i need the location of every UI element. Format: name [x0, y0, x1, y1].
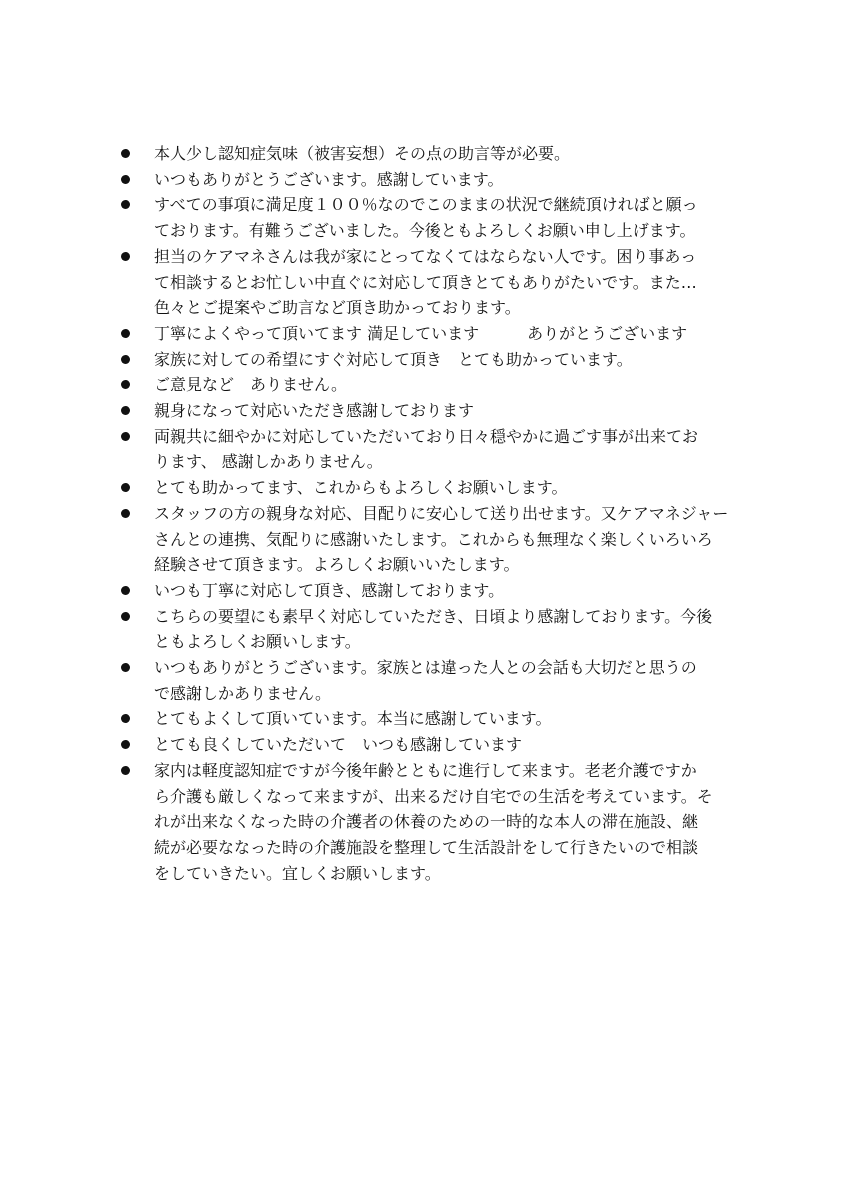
- bullet-icon: [121, 252, 130, 261]
- comment-line: をしていきたい。宜しくお願いします。: [154, 863, 441, 883]
- comment-item: [118, 475, 730, 501]
- comment-line: とてもよくして頂いています。本当に感謝しています。: [154, 709, 552, 729]
- bullet-icon: [121, 740, 130, 749]
- comment-item: [118, 655, 730, 706]
- bullet-icon: [121, 406, 130, 415]
- comment-line: ら介護も厳しくなって来ますが、出来るだけ自宅での生活を考えています。そ: [154, 786, 713, 806]
- comment-item: [118, 732, 730, 758]
- bullet-icon: [121, 329, 130, 338]
- comment-list: [118, 141, 730, 886]
- comment-item: [118, 706, 730, 732]
- bullet-icon: [121, 663, 130, 672]
- comment-line: 親身になって対応いただき感謝しております: [154, 401, 475, 421]
- comment-line: いつも丁寧に対応して頂き、感謝しております。: [154, 580, 505, 600]
- comment-line: 続が必要ななった時の介護施設を整理して生活設計をして行きたいので相談: [154, 837, 699, 857]
- comment-line: で感謝しかありません。: [154, 683, 331, 703]
- comment-line: 本人少し認知症気味（被害妄想）その点の助言等が必要。: [154, 144, 571, 163]
- comment-line: 両親共に細やかに対応していただいており日々穏やかに過ごす事が出来てお: [154, 426, 699, 446]
- bullet-icon: [121, 175, 130, 184]
- comment-line: 経験させて頂きます。よろしくお願いいたします。: [154, 555, 520, 575]
- comment-line: 家内は軽度認知症ですが今後年齢とともに進行して来ます。老老介護ですか: [154, 760, 697, 780]
- bullet-icon: [121, 509, 130, 518]
- comment-line: 家族に対しての希望にすぐ対応して頂き とても助かっています。: [154, 349, 633, 369]
- comment-item: [118, 244, 730, 321]
- comment-item: [118, 578, 730, 604]
- comment-line: さんとの連携、気配りに感謝いたします。これからも無理なく楽しくいろいろ: [154, 529, 713, 549]
- comment-line: れが出来なくなった時の介護者の休養のための一時的な本人の滞在施設、継: [154, 812, 699, 832]
- comment-line: ともよろしくお願いします。: [154, 632, 361, 652]
- comment-line: 丁寧によくやって頂いてます 満足しています ありがとうございます: [154, 323, 688, 343]
- comment-line: とても助かってます、これからもよろしくお願いします。: [154, 478, 568, 498]
- bullet-icon: [121, 200, 130, 209]
- comment-line: 色々とご提案やご助言など頂き助かっております。: [154, 298, 521, 318]
- bullet-icon: [121, 149, 130, 158]
- comment-item: [118, 347, 730, 373]
- comment-item: [118, 372, 730, 398]
- comment-item: [118, 141, 730, 167]
- comment-line: ご意見など ありません。: [154, 375, 347, 395]
- comment-item: [118, 167, 730, 193]
- comment-line: こちらの要望にも素早く対応していただき、日頃より感謝しております。今後: [154, 606, 713, 626]
- bullet-icon: [121, 432, 130, 441]
- comment-line: スタッフの方の親身な対応、目配りに安心して送り出せます。又ケアマネジャー: [154, 503, 729, 523]
- comment-item: [118, 501, 730, 578]
- comment-line: ております。有難うございました。今後ともよろしくお願い申し上げます。: [154, 221, 696, 241]
- bullet-icon: [121, 483, 130, 492]
- comment-item: [118, 398, 730, 424]
- comment-line: 担当のケアマネさんは我が家にとってなくてはならない人です。困り事あっ: [154, 246, 697, 266]
- comment-line: いつもありがとうございます。感謝しています。: [154, 169, 504, 189]
- bullet-icon: [121, 612, 130, 621]
- comment-item: [118, 321, 730, 347]
- bullet-icon: [121, 355, 130, 364]
- bullet-icon: [121, 586, 130, 595]
- comment-item: [118, 758, 730, 887]
- bullet-icon: [121, 380, 130, 389]
- comment-item: [118, 604, 730, 655]
- bullet-icon: [121, 766, 130, 775]
- comment-line: いつもありがとうございます。家族とは違った人との会話も大切だと思うの: [154, 658, 697, 678]
- comment-item: [118, 424, 730, 475]
- comment-line: ります、 感謝しかありません。: [154, 452, 383, 472]
- comment-line: て相談するとお忙しい中直ぐに対応して頂きとてもありがたいです。また…: [154, 272, 697, 292]
- comment-line: とても良くしていただいて いつも感謝しています: [154, 735, 523, 755]
- bullet-icon: [121, 714, 130, 723]
- comment-line: すべての事項に満足度１００％なのでこのままの状況で継続頂ければと願っ: [154, 195, 698, 215]
- comment-item: [118, 192, 730, 243]
